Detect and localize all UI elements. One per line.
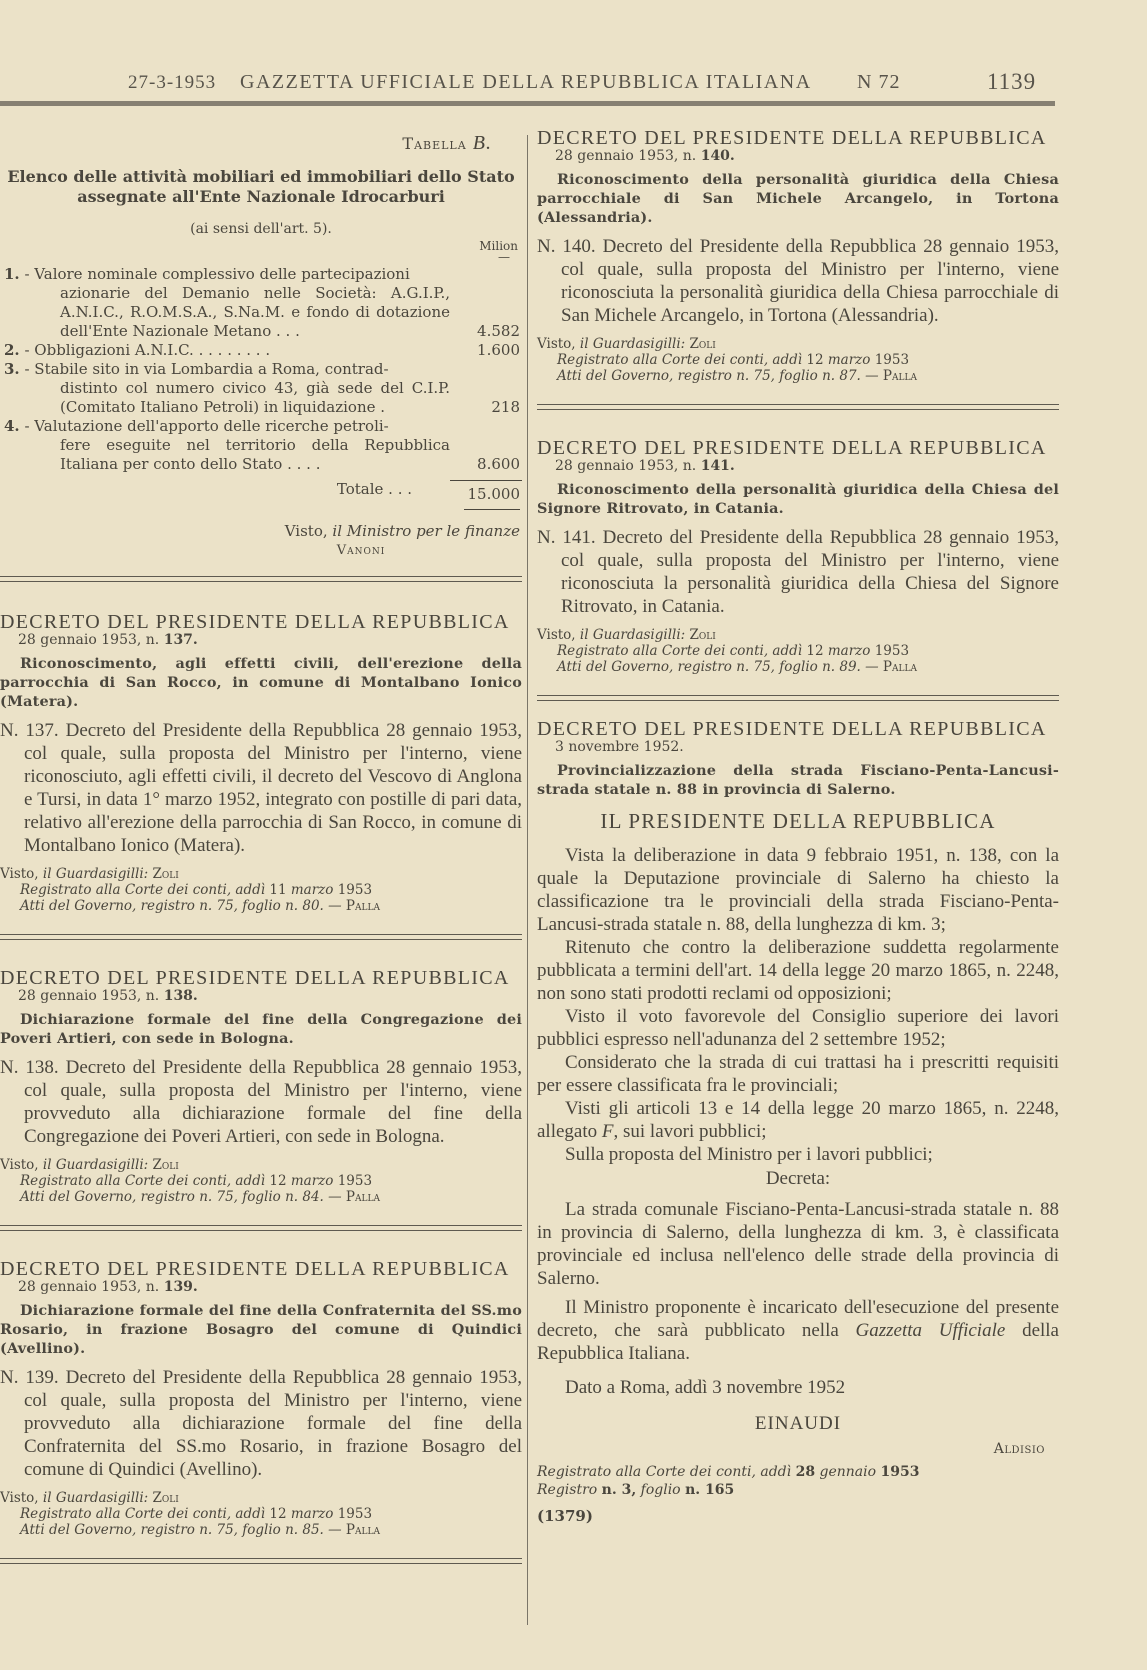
reg-month: marzo: [827, 352, 871, 368]
reg-year: 1953: [880, 1464, 920, 1480]
atti-text: Atti del Governo, registro n. 75, foglio n. 85. —: [20, 1522, 342, 1538]
reg-month: marzo: [290, 1506, 334, 1522]
atti-line: [0, 1189, 522, 1205]
tabella-subtitle: (ai sensi dell'art. 5).: [190, 221, 332, 237]
total-label: Totale . . .: [336, 480, 412, 498]
header-date: 27-3-1953: [128, 72, 217, 93]
minister-name: Zoli: [152, 1157, 179, 1173]
decree-body: N. 137. Decreto del Presidente della Repubblica 28 gennaio 1953, col quale, sulla proposta del Ministro per l'interno, viene riconosciuto, agli effetti civili, il decreto del Vescovo di Anglona e Tursi, in data 1° marzo 1952, integrato con postille di pari data, relativo all'erezione della parrocchia di San Rocco, in comune di Montalbano Ionico (Matera).: [0, 720, 522, 856]
reg-month: marzo: [290, 882, 334, 898]
decree-date-text: 28 gennaio 1953, n.: [18, 988, 160, 1004]
tabella-title: [0, 167, 522, 207]
minister-name: Zoli: [689, 627, 716, 643]
article-text: La strada comunale Fisciano-Penta-Lancusi-strada statale n. 88 in provincia di Salerno, della lunghezza di km. 3, è classificata provinciale ed inclusa nell'elenco delle strade della provincia di Salerno.: [537, 1199, 1059, 1289]
section-rule: [537, 695, 1059, 701]
decree-date-text: 28 gennaio 1953, n.: [18, 632, 160, 648]
registrato-text: Registrato alla Corte dei conti, addì: [557, 352, 803, 368]
decree-body: N. 139. Decreto del Presidente della Repubblica 28 gennaio 1953, col quale, sulla proposta del Ministro per l'interno, viene provveduto alla dichiarazione formale del fine della Confraternita del SS.mo Rosario, in frazione Bosagro del comune di Quindici (Avellino).: [0, 1367, 522, 1480]
registration-line2: [537, 1481, 1059, 1499]
decree-date: [18, 632, 522, 648]
exec-text: Il Ministro proponente è incaricato dell'esecuzione del presente decreto, che sarà pubblicato nella: [537, 1297, 1059, 1341]
tabella-label-text: Tabella: [402, 134, 467, 153]
section-rule: [0, 1225, 522, 1231]
reg-day: 12: [806, 352, 824, 368]
tabella-item-value: 1.600: [477, 341, 520, 359]
decree-registration: [537, 627, 1059, 675]
tabella-item-value: 4.582: [477, 322, 520, 340]
total-rule: [464, 509, 520, 510]
atti-line: [0, 898, 522, 914]
decree-number: 140.: [700, 148, 735, 164]
publication-number: (1379): [537, 1507, 593, 1525]
reg-year: 1953: [874, 643, 910, 659]
visti-text: Visti gli articoli 13 e 14 della legge 20 marzo 1865, n. 2248, allegato: [537, 1098, 1059, 1142]
guardasigilli-text: il Guardasigilli:: [42, 1490, 149, 1506]
reg-day: 28: [795, 1464, 816, 1480]
registrato-text: Registrato alla Corte dei conti, addì: [20, 1173, 266, 1189]
total-value: 15.000: [450, 480, 522, 503]
decree-subject: Riconoscimento, agli effetti civili, dell'erezione della parrocchia di San Rocco, in comune di Montalbano Ionico (Matera).: [0, 655, 522, 710]
visto-text: Visto,: [537, 627, 576, 643]
decree-articles: [537, 1198, 1059, 1365]
reg-registro: Registro: [537, 1482, 598, 1498]
atti-line: [537, 368, 1059, 384]
tabella-item-number: 2.: [4, 341, 20, 359]
reg-year: 1953: [337, 1506, 373, 1522]
reg-day: 12: [269, 1173, 287, 1189]
reg-day: 11: [269, 882, 287, 898]
visto-prefix: Visto,: [284, 522, 328, 540]
decree: [0, 1259, 522, 1538]
preamble-visti: [537, 1097, 1059, 1143]
tabella-item-continuation: azionarie del Demanio nelle Società: A.G.I.P., A.N.I.C., R.O.M.S.A., S.Na.M. e fondo di dotazione dell'Ente Nazionale Metano . . .: [60, 284, 450, 340]
guardasigilli-text: il Guardasigilli:: [42, 866, 149, 882]
decree-number: 138.: [163, 988, 198, 1004]
atti-text: Atti del Governo, registro n. 75, foglio n. 84. —: [20, 1189, 342, 1205]
section-rule: [0, 1558, 522, 1564]
decree-heading: DECRETO DEL PRESIDENTE DELLA REPUBBLICA: [537, 437, 1047, 459]
tabella-item-line1: - Obbligazioni A.N.I.C. . . . . . . . .: [24, 341, 271, 359]
unit-dash: —: [498, 250, 510, 264]
running-header: [0, 66, 1060, 96]
tabella-row: [0, 265, 522, 341]
tabella-label: [0, 132, 492, 155]
header-issue: N 72: [857, 71, 901, 93]
decree-date: [555, 458, 1059, 474]
tabella-item-text: [0, 265, 450, 341]
visto-line: [0, 1490, 522, 1506]
registrato-line: [537, 352, 1059, 368]
tabella-row: [0, 417, 522, 474]
tabella-item-number: 4.: [4, 417, 20, 435]
reg-year: 1953: [874, 352, 910, 368]
guardasigilli-text: il Guardasigilli:: [42, 1157, 149, 1173]
section-rule: [537, 404, 1059, 410]
reg-year: 1953: [337, 882, 373, 898]
header-rule: [0, 101, 1055, 106]
guardasigilli-text: il Guardasigilli:: [579, 627, 686, 643]
decree-subject: Riconoscimento della personalità giuridica della Chiesa parrocchiale di San Michele Arcangelo, in Tortona (Alessandria).: [537, 171, 1059, 226]
tabella-row: [0, 360, 522, 417]
tabella-letter: B.: [472, 132, 492, 154]
minister-name: Zoli: [152, 1490, 179, 1506]
registrar-name: Palla: [882, 659, 917, 675]
reg-year: 1953: [337, 1173, 373, 1189]
registrar-name: Palla: [345, 898, 380, 914]
tabella-item-text: [0, 341, 450, 360]
decree-registration: [0, 1157, 522, 1205]
reg-day: 12: [806, 643, 824, 659]
reg-month: marzo: [290, 1173, 334, 1189]
reg-month: marzo: [827, 643, 871, 659]
reg-foglio-number: n. 165: [685, 1482, 735, 1498]
tabella-item-value: 218: [491, 398, 520, 416]
decree-heading: DECRETO DEL PRESIDENTE DELLA REPUBBLICA: [537, 127, 1047, 149]
tabella-unit: Milion: [479, 239, 518, 253]
decree-registration: [0, 1490, 522, 1538]
decree-registration: [537, 336, 1059, 384]
page-number: 1139: [987, 69, 1037, 94]
right-column: [537, 128, 1059, 1525]
decree-subject: Provincializzazione della strada Fisciano-Penta-Lancusi-strada statale n. 88 in provincia di Salerno.: [537, 762, 1059, 798]
visto-text: Visto,: [0, 1157, 39, 1173]
decree-heading: DECRETO DEL PRESIDENTE DELLA REPUBBLICA: [0, 1258, 510, 1280]
dato-a-roma: Dato a Roma, addì 3 novembre 1952: [565, 1377, 846, 1398]
tabella-title-line2: assegnate all'Ente Nazionale Idrocarburi: [77, 187, 445, 206]
preamble-paragraph: Considerato che la strada di cui trattasi ha i prescritti requisiti per essere classificata fra le provinciali;: [537, 1052, 1059, 1096]
left-decrees: [0, 612, 522, 1564]
visto-line: [0, 1157, 522, 1173]
decree: [0, 968, 522, 1205]
atti-text: Atti del Governo, registro n. 75, foglio n. 87. —: [557, 368, 879, 384]
tabella-item-line1: - Valore nominale complessivo delle partecipazioni: [24, 265, 410, 283]
registrato-text: Registrato alla Corte dei conti, addì: [20, 1506, 266, 1522]
header-title: GAZZETTA UFFICIALE DELLA REPUBBLICA ITALIANA: [240, 71, 812, 93]
signatory-vanoni: Vanoni: [336, 543, 386, 558]
decree-subject: Riconoscimento della personalità giuridica della Chiesa del Signore Ritrovato, in Catania.: [537, 481, 1059, 517]
tabella-item-continuation: fere eseguite nel territorio della Repubblica Italiana per conto dello Stato . . . .: [60, 436, 450, 473]
visto-text: Visto,: [0, 1490, 39, 1506]
decree-date: [555, 148, 1059, 164]
decree-body: N. 140. Decreto del Presidente della Repubblica 28 gennaio 1953, col quale, sulla proposta del Ministro per l'interno, viene riconosciuta la personalità giuridica della Chiesa parrocchiale di San Michele Arcangelo, in Tortona (Alessandria).: [537, 236, 1059, 326]
minister-signature: Aldisio: [993, 1441, 1045, 1457]
decree-date: [18, 1279, 522, 1295]
decreta-heading: Decreta:: [765, 1168, 831, 1189]
right-decrees: [537, 128, 1059, 701]
decree: [537, 438, 1059, 675]
decree-number: 139.: [163, 1279, 198, 1295]
registrato-line: [0, 1506, 522, 1522]
decree-date: [18, 988, 522, 1004]
reg-number: n. 3,: [601, 1482, 637, 1498]
atti-line: [0, 1522, 522, 1538]
visto-minister: il Ministro per le finanze: [332, 522, 520, 540]
atti-text: Atti del Governo, registro n. 75, foglio n. 80. —: [20, 898, 342, 914]
registrar-name: Palla: [345, 1522, 380, 1538]
decree-heading: DECRETO DEL PRESIDENTE DELLA REPUBBLICA: [0, 611, 510, 633]
visti-allegato: F: [601, 1121, 614, 1142]
tabella-title-line1: Elenco delle attività mobiliari ed immobiliari dello Stato: [7, 167, 515, 186]
registrato-text: Registrato alla Corte dei conti, addì: [557, 643, 803, 659]
decree-date-text: 28 gennaio 1953, n.: [555, 458, 697, 474]
registrar-name: Palla: [882, 368, 917, 384]
registrar-name: Palla: [345, 1189, 380, 1205]
reg-day: 12: [269, 1506, 287, 1522]
registration: [537, 1463, 1059, 1499]
preamble-paragraph: Ritenuto che contro la deliberazione suddetta regolarmente pubblicata a termini dell'art. 14 della legge 20 marzo 1865, n. 2248, non sono stati prodotti reclami od opposizioni;: [537, 937, 1059, 1004]
registrato-text: Registrato alla Corte dei conti, addì: [20, 882, 266, 898]
section-rule: [0, 576, 522, 582]
exec-tail: della Repubblica Italiana.: [537, 1320, 1059, 1364]
guardasigilli-text: il Guardasigilli:: [579, 336, 686, 352]
atti-text: Atti del Governo, registro n. 75, foglio n. 89. —: [557, 659, 879, 675]
registrato-line: [537, 643, 1059, 659]
decree-number: 137.: [163, 632, 198, 648]
decree-heading: DECRETO DEL PRESIDENTE DELLA REPUBBLICA: [537, 718, 1047, 740]
visto-text: Visto,: [537, 336, 576, 352]
decree-subject: Dichiarazione formale del fine della Congregazione dei Poveri Artieri, con sede in Bologna.: [0, 1011, 522, 1047]
preamble-paragraph: Vista la deliberazione in data 9 febbraio 1951, n. 138, con la quale la Deputazione provinciale di Salerno ha chiesto la classificazione tra le provinciali della strada Fisciano-Penta-Lancusi-strada statale n. 88, della lunghezza di km. 3;: [537, 845, 1059, 935]
reg-text: Registrato alla Corte dei conti, addì: [537, 1464, 792, 1480]
tabella-item-line1: - Valutazione dell'apporto delle ricerche petroli-: [24, 417, 389, 435]
visto-line: [537, 336, 1059, 352]
minister-name: Zoli: [689, 336, 716, 352]
tabella-total: [0, 480, 522, 503]
decree-number: 141.: [700, 458, 735, 474]
registrato-line: [0, 1173, 522, 1189]
decree-body: N. 141. Decreto del Presidente della Repubblica 28 gennaio 1953, col quale, sulla proposta del Ministro per l'interno, viene riconosciuta la personalità giuridica della Chiesa del Signore Ritrovato, in Catania.: [537, 527, 1059, 617]
execution-text: [537, 1296, 1059, 1365]
section-rule: [0, 934, 522, 940]
decree-date-text: 28 gennaio 1953, n.: [18, 1279, 160, 1295]
visto-line: [0, 866, 522, 882]
reg-month: gennaio: [819, 1464, 877, 1480]
decree-heading: DECRETO DEL PRESIDENTE DELLA REPUBBLICA: [0, 967, 510, 989]
exec-gazzetta: Gazzetta Ufficiale: [855, 1320, 1006, 1341]
tabella-row: [0, 341, 522, 360]
decree-registration: [0, 866, 522, 914]
president-signature: EINAUDI: [754, 1413, 842, 1434]
tabella-item-continuation: distinto col numero civico 43, già sede del C.I.P. (Comitato Italiano Petroli) in liquidazione .: [60, 379, 450, 416]
decree-preamble: [537, 844, 1059, 1166]
registration-line1: [537, 1463, 1059, 1481]
decree-body: N. 138. Decreto del Presidente della Repubblica 28 gennaio 1953, col quale, sulla proposta del Ministro per l'interno, viene provveduto alla dichiarazione formale del fine della Congregazione dei Poveri Artieri, con sede in Bologna.: [0, 1057, 522, 1147]
preamble-proposta: Sulla proposta del Ministro per i lavori pubblici;: [565, 1144, 933, 1165]
tabella-item-text: [0, 360, 450, 417]
tabella-item-number: 3.: [4, 360, 20, 378]
minister-name: Zoli: [152, 866, 179, 882]
visti-tail: , sui lavori pubblici;: [613, 1121, 767, 1142]
decree-date: 3 novembre 1952.: [555, 739, 684, 755]
tabella-item-line1: - Stabile sito in via Lombardia a Roma, contrad-: [24, 360, 389, 378]
tabella-item-text: [0, 417, 450, 474]
left-column: [0, 128, 522, 1564]
visto-line: [537, 627, 1059, 643]
visto-finanze: [0, 522, 520, 540]
decree: [537, 128, 1059, 384]
registrato-line: [0, 882, 522, 898]
tabella-list: [0, 265, 522, 474]
tabella-item-number: 1.: [4, 265, 20, 283]
atti-line: [537, 659, 1059, 675]
decree-road: [537, 719, 1059, 1525]
column-divider: [527, 135, 528, 1625]
decree-date-text: 28 gennaio 1953, n.: [555, 148, 697, 164]
decree: [0, 612, 522, 914]
preamble-paragraph: Visto il voto favorevole del Consiglio superiore dei lavori pubblici espresso nell'adunanza del 2 settembre 1952;: [537, 1006, 1059, 1050]
decree-subject: Dichiarazione formale del fine della Confraternita del SS.mo Rosario, in frazione Bosagro del comune di Quindici (Avellino).: [0, 1302, 522, 1357]
presidente-heading: IL PRESIDENTE DELLA REPUBBLICA: [600, 809, 996, 833]
tabella-item-value: 8.600: [477, 455, 520, 473]
reg-foglio: foglio: [640, 1482, 681, 1498]
visto-text: Visto,: [0, 866, 39, 882]
